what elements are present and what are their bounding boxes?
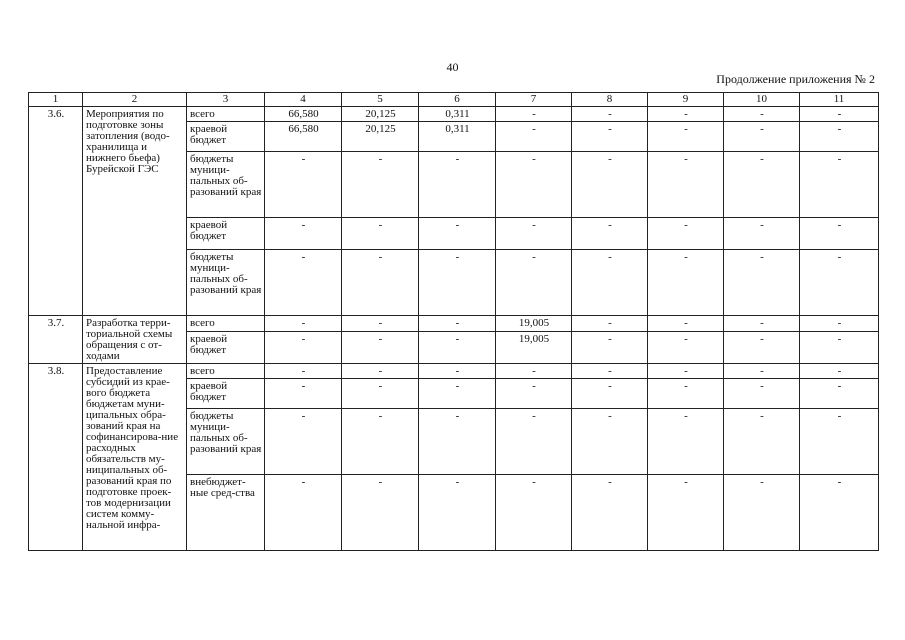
column-header: 10: [724, 93, 800, 107]
value-cell: -: [648, 152, 724, 218]
column-header: 1: [29, 93, 83, 107]
column-header: 2: [83, 93, 187, 107]
value-cell: -: [572, 152, 648, 218]
value-cell: -: [648, 332, 724, 364]
value-cell: -: [572, 409, 648, 475]
column-header: 6: [419, 93, 496, 107]
value-cell: -: [265, 409, 342, 475]
table-row: [29, 316, 879, 332]
value-cell: -: [800, 332, 879, 364]
item-description: Мероприятия по подготовке зоны затопления (водо-хранилища и нижнего бьефа) Бурейской ГЭС: [83, 107, 187, 316]
funding-source: всего: [187, 364, 265, 379]
value-cell: -: [800, 122, 879, 152]
value-cell: -: [800, 250, 879, 316]
value-cell: -: [800, 364, 879, 379]
value-cell: 66,580: [265, 122, 342, 152]
value-cell: -: [572, 218, 648, 250]
funding-source: всего: [187, 107, 265, 122]
value-cell: -: [724, 122, 800, 152]
value-cell: -: [572, 316, 648, 332]
column-header: 5: [342, 93, 419, 107]
value-cell: -: [342, 364, 419, 379]
value-cell: -: [496, 475, 572, 551]
value-cell: -: [496, 107, 572, 122]
value-cell: -: [419, 218, 496, 250]
value-cell: -: [800, 107, 879, 122]
value-cell: -: [265, 218, 342, 250]
value-cell: -: [419, 250, 496, 316]
item-number: 3.6.: [29, 107, 83, 316]
value-cell: -: [800, 218, 879, 250]
value-cell: -: [419, 409, 496, 475]
value-cell: -: [724, 332, 800, 364]
value-cell: -: [342, 475, 419, 551]
value-cell: -: [800, 316, 879, 332]
item-number: 3.7.: [29, 316, 83, 364]
value-cell: -: [496, 364, 572, 379]
value-cell: -: [265, 475, 342, 551]
value-cell: -: [724, 475, 800, 551]
value-cell: -: [265, 332, 342, 364]
value-cell: -: [342, 218, 419, 250]
value-cell: -: [419, 316, 496, 332]
value-cell: 20,125: [342, 122, 419, 152]
funding-source: бюджеты муници-пальных об-разований края: [187, 152, 265, 218]
value-cell: -: [265, 250, 342, 316]
value-cell: -: [342, 152, 419, 218]
table-header-row: [29, 93, 879, 107]
budget-table: [28, 92, 879, 551]
item-description: Предоставление субсидий из крае-вого бюджета бюджетам муни-ципальных обра-зований края на софинансирова-ние расходных обязательств му-ниципальных об-разований края по подготовке проек-тов модернизации систем комму-нальной инфра-: [83, 364, 187, 551]
value-cell: -: [648, 316, 724, 332]
value-cell: -: [342, 250, 419, 316]
column-header: 11: [800, 93, 879, 107]
column-header: 4: [265, 93, 342, 107]
funding-source: краевой бюджет: [187, 218, 265, 250]
value-cell: -: [800, 409, 879, 475]
value-cell: -: [724, 379, 800, 409]
value-cell: -: [572, 475, 648, 551]
value-cell: -: [724, 250, 800, 316]
value-cell: -: [265, 152, 342, 218]
table-row: [29, 107, 879, 122]
column-header: 8: [572, 93, 648, 107]
value-cell: 0,311: [419, 107, 496, 122]
value-cell: -: [724, 316, 800, 332]
value-cell: -: [572, 364, 648, 379]
value-cell: -: [648, 364, 724, 379]
value-cell: -: [496, 122, 572, 152]
value-cell: -: [724, 107, 800, 122]
value-cell: -: [496, 379, 572, 409]
value-cell: -: [648, 379, 724, 409]
funding-source: бюджеты муници-пальных об-разований края: [187, 250, 265, 316]
value-cell: -: [265, 316, 342, 332]
value-cell: -: [800, 475, 879, 551]
value-cell: -: [800, 379, 879, 409]
value-cell: 66,580: [265, 107, 342, 122]
value-cell: -: [724, 218, 800, 250]
value-cell: -: [572, 107, 648, 122]
funding-source: краевой бюджет: [187, 379, 265, 409]
value-cell: 19,005: [496, 332, 572, 364]
value-cell: -: [496, 409, 572, 475]
value-cell: -: [648, 107, 724, 122]
funding-source: краевой бюджет: [187, 122, 265, 152]
value-cell: -: [342, 409, 419, 475]
value-cell: -: [648, 475, 724, 551]
appendix-continuation-note: Продолжение приложения № 2: [716, 72, 875, 86]
value-cell: -: [419, 152, 496, 218]
funding-source: всего: [187, 316, 265, 332]
funding-source: внебюджет-ные сред-ства: [187, 475, 265, 551]
value-cell: -: [496, 218, 572, 250]
value-cell: -: [496, 250, 572, 316]
value-cell: 19,005: [496, 316, 572, 332]
value-cell: -: [419, 475, 496, 551]
value-cell: -: [265, 364, 342, 379]
page-number: 40: [446, 60, 459, 74]
value-cell: -: [648, 250, 724, 316]
value-cell: -: [648, 409, 724, 475]
funding-source: бюджеты муници-пальных об-разований края: [187, 409, 265, 475]
value-cell: -: [419, 332, 496, 364]
value-cell: -: [572, 379, 648, 409]
value-cell: -: [342, 332, 419, 364]
funding-source: краевой бюджет: [187, 332, 265, 364]
item-number: 3.8.: [29, 364, 83, 551]
value-cell: -: [419, 379, 496, 409]
value-cell: -: [572, 250, 648, 316]
value-cell: -: [724, 152, 800, 218]
value-cell: -: [419, 364, 496, 379]
value-cell: -: [724, 409, 800, 475]
value-cell: -: [342, 316, 419, 332]
value-cell: -: [265, 379, 342, 409]
value-cell: 0,311: [419, 122, 496, 152]
value-cell: -: [648, 122, 724, 152]
column-header: 3: [187, 93, 265, 107]
value-cell: -: [800, 152, 879, 218]
item-description: Разработка терри-ториальной схемы обращения с от-ходами: [83, 316, 187, 364]
table-row: [29, 364, 879, 379]
value-cell: -: [496, 152, 572, 218]
value-cell: 20,125: [342, 107, 419, 122]
column-header: 7: [496, 93, 572, 107]
value-cell: -: [572, 332, 648, 364]
column-header: 9: [648, 93, 724, 107]
value-cell: -: [342, 379, 419, 409]
value-cell: -: [648, 218, 724, 250]
value-cell: -: [724, 364, 800, 379]
value-cell: -: [572, 122, 648, 152]
